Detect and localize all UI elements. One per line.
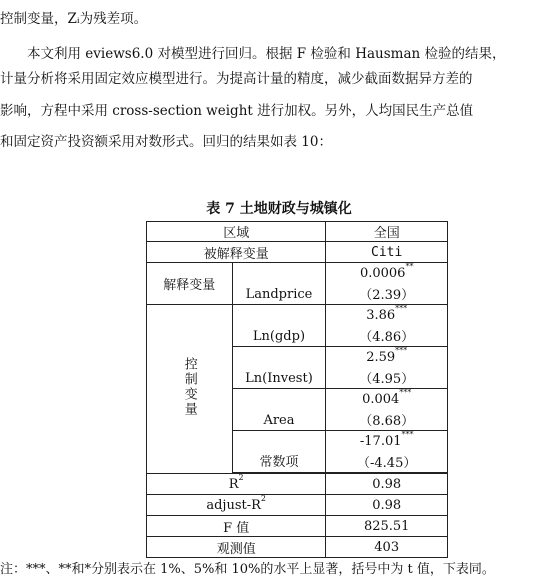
control-label: 控制变量: [181, 357, 197, 417]
f-label: F 值: [147, 516, 326, 537]
var-name: Ln(gdp): [232, 305, 326, 347]
var-name: Landprice: [232, 263, 326, 305]
dependent-label: 被解释变量: [147, 242, 326, 263]
coef-value: 0.004: [362, 391, 400, 407]
paragraph-line-3: 计量分析将采用固定效应模型进行。为提高计量的精度，减少截面数据异方差的: [0, 71, 473, 87]
r2-label: [147, 474, 326, 495]
obs-label: 观测值: [147, 537, 326, 558]
header-nation: 全国: [326, 222, 448, 242]
paragraph-line-2: 本文利用 eviews6.0 对模型进行回归。根据 F 检验和 Hausman 检验的结果，: [0, 46, 506, 62]
coef-value: 2.59: [366, 349, 396, 365]
table-note: 注：***、**和*分别表示在 1%、5%和 10%的水平上显著，括号中为 t 值，下表同。: [0, 562, 495, 577]
table-row: [147, 242, 448, 263]
table-row: [147, 222, 448, 242]
table-row: [147, 263, 448, 284]
table-row: [147, 305, 448, 326]
paragraph-line-5: 和固定资产投资额采用对数形式。回归的结果如表 10：: [0, 134, 332, 150]
stars: ***: [395, 345, 408, 355]
regression-table: [146, 221, 448, 558]
coef-cell: [326, 389, 448, 410]
coef-value: -17.01: [359, 433, 402, 449]
var-name: Ln(Invest): [232, 347, 326, 389]
coef-value: 0.0006: [359, 265, 406, 281]
t-value: （4.95）: [326, 368, 448, 389]
coef-value: 3.86: [366, 307, 396, 323]
stars: ***: [401, 429, 414, 439]
stars: ***: [399, 387, 412, 397]
t-value: （4.86）: [326, 326, 448, 347]
coef-cell: [326, 263, 448, 284]
header-region: 区域: [147, 222, 326, 242]
table-title: 表 7 土地财政与城镇化: [206, 201, 352, 217]
stars: ***: [395, 303, 408, 313]
r2-sup: 2: [238, 472, 244, 482]
paragraph-line-1: 控制变量，Zᵢ为残差项。: [0, 11, 148, 27]
obs-value: 403: [326, 537, 448, 558]
t-value: （2.39）: [326, 284, 448, 305]
r2-value: 0.98: [326, 474, 448, 495]
t-value: （-4.45）: [326, 452, 448, 473]
explanatory-label: 解释变量: [147, 263, 233, 305]
coef-cell: [326, 347, 448, 368]
adj-sup: 2: [260, 493, 267, 503]
adj-r2-label: [147, 495, 326, 516]
dependent-value: Citi: [326, 242, 448, 263]
adj-text: adjust-R: [206, 497, 261, 513]
coef-cell: [326, 431, 448, 452]
adj-r2-value: 0.98: [326, 495, 448, 516]
stars: **: [405, 261, 414, 271]
paragraph-line-4: 影响，方程中采用 cross-section weight 进行加权。另外，人均国民生产总值: [0, 103, 474, 119]
table-row: [147, 495, 448, 516]
t-value: （8.68）: [326, 410, 448, 431]
table-row: [147, 474, 448, 495]
r2-text: R: [228, 476, 239, 492]
var-name: 常数项: [232, 431, 326, 473]
var-name: Area: [232, 389, 326, 431]
coef-cell: [326, 305, 448, 326]
table-row: [147, 537, 448, 558]
control-label-cell: [147, 305, 233, 474]
f-value: 825.51: [326, 516, 448, 537]
table-row: [147, 516, 448, 537]
